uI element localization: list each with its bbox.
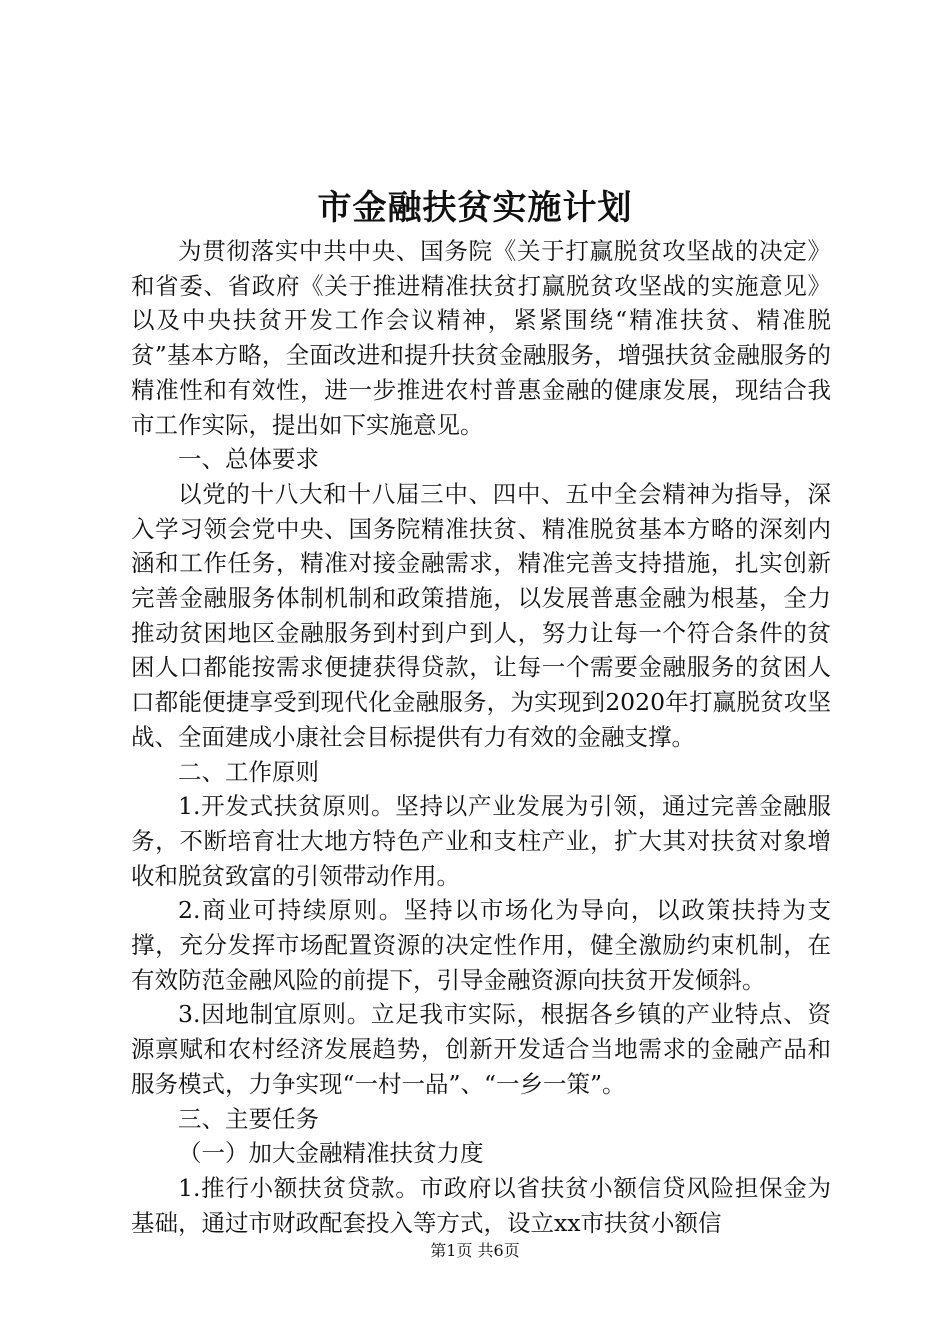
paragraph-principle-1: 1.开发式扶贫原则。坚持以产业发展为引领，通过完善金融服务，不断培育壮大地方特色产业和支柱产业，扩大其对扶贫对象增收和脱贫致富的引领带动作用。 <box>131 792 831 890</box>
paragraph-general-requirements: 以党的十八大和十八届三中、四中、五中全会精神为指导，深入学习领会党中央、国务院精准扶贫、精准脱贫基本方略的深刻内涵和工作任务，精准对接金融需求，精准完善支持措施，扎实创新完善金融服务体制机制和政策措施，以发展普惠金融为根基，全力推动贫困地区金融服务到村到户到人，努力让每一个符合条件的贫困人口都能按需求便捷获得贷款，让每一个需要金融服务的贫困人口都能便捷享受到现代化金融服务，为实现到2020年打赢脱贫攻坚战、全面建成小康社会目标提供有力有效的金融支撑。 <box>131 479 831 751</box>
page-number: 第1页 共6页 <box>430 1241 520 1260</box>
paragraph-principle-3: 3.因地制宜原则。立足我市实际，根据各乡镇的产业特点、资源禀赋和农村经济发展趋势，创新开发适合当地需求的金融产品和服务模式，力争实现“一村一品”、“一乡一策”。 <box>131 1000 831 1098</box>
document-title: 市金融扶贫实施计划 <box>317 188 633 228</box>
paragraph-task-1: 1.推行小额扶贫贷款。市政府以省扶贫小额信贷风险担保金为基础，通过市财政配套投入等方式，设立xx市扶贫小额信 <box>131 1173 831 1237</box>
section-heading-general-requirements: 一、总体要求 <box>178 445 319 474</box>
paragraph-intro: 为贯彻落实中共中央、国务院《关于打赢脱贫攻坚战的决定》和省委、省政府《关于推进精准扶贫打赢脱贫攻坚战的实施意见》以及中央扶贫开发工作会议精神，紧紧围绕“精准扶贫、精准脱贫”基本方略，全面改进和提升扶贫金融服务，增强扶贫金融服务的精准性和有效性，进一步推进农村普惠金融的健康发展，现结合我市工作实际，提出如下实施意见。 <box>131 237 831 439</box>
section-heading-work-principles: 二、工作原则 <box>178 757 319 786</box>
subsection-heading-1: （一）加大金融精准扶贫力度 <box>178 1139 484 1168</box>
paragraph-principle-2: 2.商业可持续原则。坚持以市场化为导向，以政策扶持为支撑，充分发挥市场配置资源的决定性作用，健全激励约束机制，在有效防范金融风险的前提下，引导金融资源向扶贫开发倾斜。 <box>131 896 831 994</box>
section-heading-main-tasks: 三、主要任务 <box>178 1104 319 1133</box>
document-body <box>131 234 831 1240</box>
